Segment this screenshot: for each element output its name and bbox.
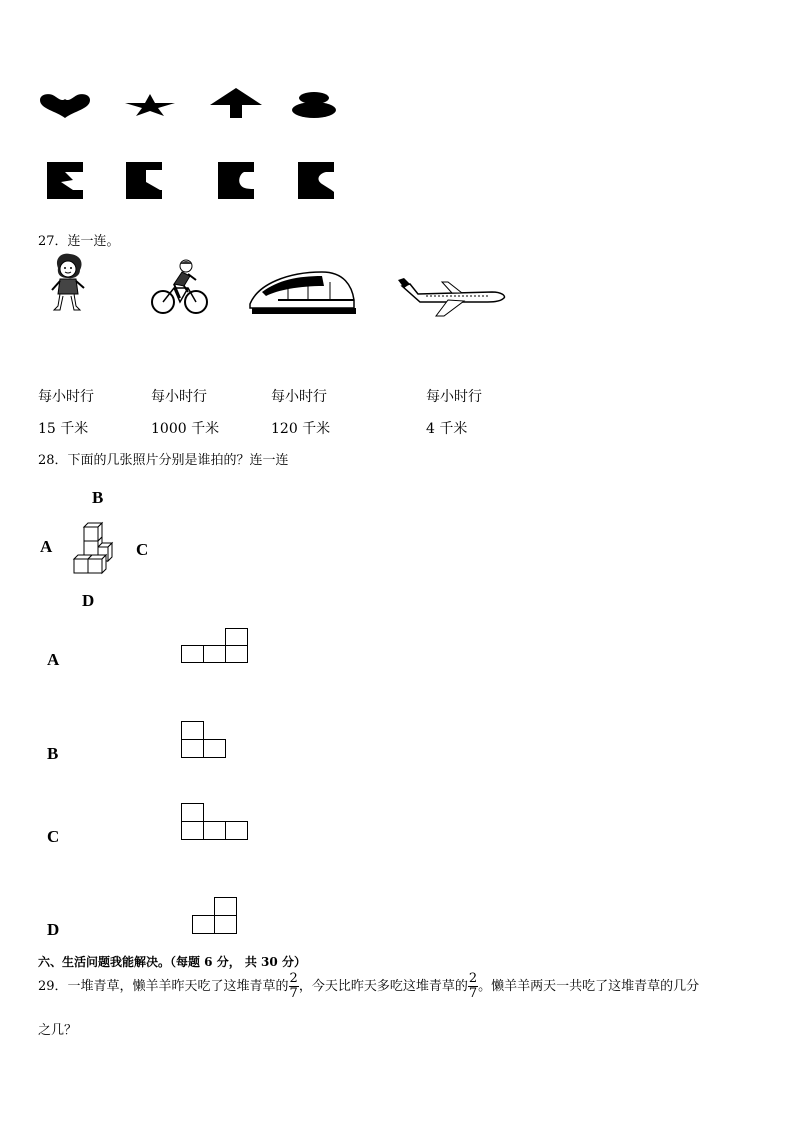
q29-fraction-1: $\frac{2}{7}$ [289, 971, 298, 1001]
arrow-up-shape [208, 87, 264, 119]
view-b-figure [181, 721, 229, 759]
cube-stack-figure [70, 521, 122, 577]
direction-b-label: B [92, 488, 104, 507]
view-d-label: D [47, 920, 60, 939]
speed-value-1: 15 千米 [38, 421, 89, 437]
q29-part2: ，今天比昨天多吃这堆青草的 [298, 979, 468, 994]
child-walking-icon [46, 252, 90, 314]
speed-label-1: 每小时行 [38, 389, 94, 405]
speed-value-4: 4 千米 [426, 421, 468, 437]
speed-label-4: 每小时行 [426, 389, 482, 405]
view-c-label: C [47, 827, 60, 846]
snowman-shape [290, 91, 338, 119]
q27-title: 27．连一连。 [38, 234, 120, 249]
notched-block-3 [218, 162, 256, 199]
star-shape [124, 93, 176, 117]
direction-d-label: D [82, 591, 95, 610]
speed-label-3: 每小时行 [271, 389, 327, 405]
q29-line2: 之几？ [38, 1023, 78, 1038]
speed-value-2: 1000 千米 [151, 421, 220, 437]
speed-label-2: 每小时行 [151, 389, 207, 405]
cyclist-icon [150, 258, 210, 318]
notched-block-4 [298, 162, 336, 199]
view-c-figure [181, 803, 251, 841]
q29-fraction-2: $\frac{2}{7}$ [468, 971, 478, 1001]
high-speed-train-icon [248, 266, 358, 318]
heart-shape [38, 93, 92, 119]
view-b-label: B [47, 744, 59, 763]
q29-text [38, 972, 768, 1001]
notched-block-1 [47, 162, 83, 199]
q29-part1: 29．一堆青草，懒羊羊昨天吃了这堆青草的 [38, 979, 289, 994]
direction-a-label: A [40, 537, 53, 556]
speed-value-3: 120 千米 [271, 421, 331, 437]
direction-c-label: C [136, 540, 149, 559]
notched-block-2 [126, 162, 162, 199]
q28-title: 28．下面的几张照片分别是谁拍的？连一连 [38, 453, 289, 468]
view-d-figure [192, 897, 240, 935]
view-a-figure [181, 628, 251, 666]
section-6-heading: 六、生活问题我能解决。（每题 6 分， 共 30 分） [38, 955, 306, 969]
view-a-label: A [47, 650, 60, 669]
airplane-icon [396, 276, 508, 318]
q29-part3: 。懒羊羊两天一共吃了这堆青草的几分 [478, 979, 700, 994]
